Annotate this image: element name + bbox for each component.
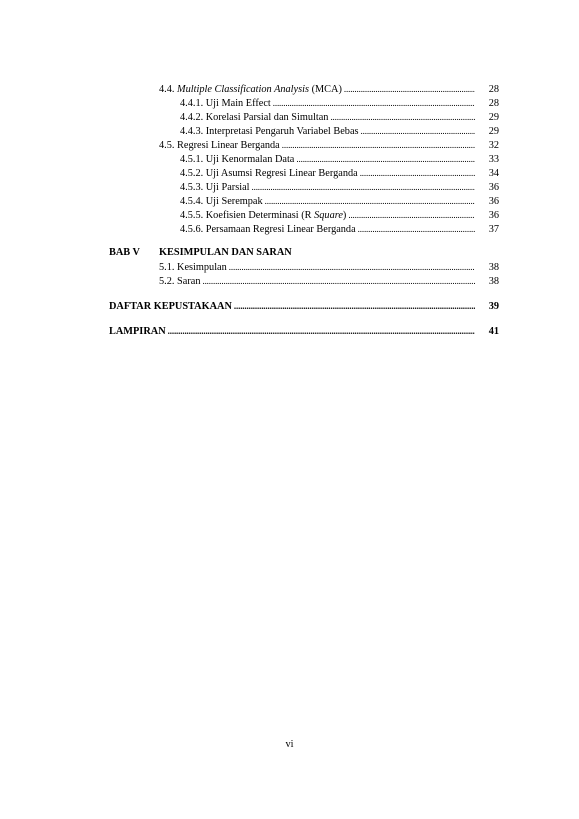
- dot-leader: [229, 260, 475, 275]
- dot-leader: [296, 152, 475, 167]
- dot-leader: [265, 194, 475, 209]
- toc-entry-text: DAFTAR KEPUSTAKAAN: [109, 301, 232, 312]
- toc-page-number: 28: [488, 98, 499, 109]
- toc-entry-text: 4.4.2. Korelasi Parsial dan Simultan: [180, 112, 329, 123]
- toc-entry-4-5-1: [180, 152, 499, 166]
- toc-entry-text: 4.5.2. Uji Asumsi Regresi Linear Berganda: [180, 168, 358, 179]
- toc-entry-4-4-2: [180, 110, 499, 124]
- dot-leader: [252, 180, 476, 195]
- toc-page-number: 29: [488, 112, 499, 123]
- toc-entry-text: 5.2. Saran: [159, 276, 201, 287]
- toc-entry-4-5: [159, 138, 499, 152]
- toc-page-number: 36: [488, 196, 499, 207]
- toc-entry-4-5-3: [180, 180, 499, 194]
- toc-page-number: 41: [488, 326, 499, 337]
- toc-entry-daftar-kepustakaan: [109, 299, 499, 313]
- toc-entry-4-5-5: [180, 208, 499, 222]
- dot-leader: [361, 124, 475, 139]
- toc-page-number: 38: [488, 262, 499, 273]
- dot-leader: [344, 82, 475, 97]
- toc-page-number: 32: [488, 140, 499, 151]
- toc-page-number: 38: [488, 276, 499, 287]
- toc-entry-4-4: [159, 82, 499, 96]
- toc-entry-4-5-2: [180, 166, 499, 180]
- dot-leader: [282, 138, 475, 153]
- toc-entry-lampiran: [109, 324, 499, 338]
- toc-entry-5-2: [159, 274, 499, 288]
- toc-entry-text: 4.5.5. Koefisien Determinasi (R Square): [180, 210, 347, 221]
- dot-leader: [358, 222, 475, 237]
- toc-entry-4-5-4: [180, 194, 499, 208]
- dot-leader: [348, 208, 475, 223]
- toc-entry-text: LAMPIRAN: [109, 326, 166, 337]
- toc-page-number: 36: [488, 182, 499, 193]
- toc-entry-text: 5.1. Kesimpulan: [159, 262, 227, 273]
- toc-page-number: 37: [488, 224, 499, 235]
- toc-page-number: 28: [488, 84, 499, 95]
- toc-page-number: 36: [488, 210, 499, 221]
- toc-entry-4-4-1: [180, 96, 499, 110]
- toc-entry-text: 4.4. Multiple Classification Analysis (MCA): [159, 84, 342, 95]
- toc-page-number: 29: [488, 126, 499, 137]
- toc-entry-text: 4.4.3. Interpretasi Pengaruh Variabel Bebas: [180, 126, 359, 137]
- dot-leader: [273, 96, 475, 111]
- toc-entry-text: 4.5.4. Uji Serempak: [180, 196, 263, 207]
- dot-leader: [234, 299, 475, 314]
- chapter-label: BAB V: [109, 247, 140, 258]
- toc-entry-4-5-6: [180, 222, 499, 236]
- chapter-title: KESIMPULAN DAN SARAN: [159, 247, 292, 258]
- toc-entry-text: 4.5.6. Persamaan Regresi Linear Berganda: [180, 224, 356, 235]
- toc-page-number: 34: [488, 168, 499, 179]
- toc-entry-text: 4.5.3. Uji Parsial: [180, 182, 250, 193]
- dot-leader: [330, 110, 475, 125]
- toc-entry-5-1: [159, 260, 499, 274]
- toc-entry-text: 4.5.1. Uji Kenormalan Data: [180, 154, 295, 165]
- toc-page-number: 39: [488, 301, 499, 312]
- toc-page-number: 33: [488, 154, 499, 165]
- toc-entry-text: 4.5. Regresi Linear Berganda: [159, 140, 280, 151]
- dot-leader: [202, 274, 475, 289]
- toc-entry-text: 4.4.1. Uji Main Effect: [180, 98, 271, 109]
- dot-leader: [360, 166, 475, 181]
- toc-entry-4-4-3: [180, 124, 499, 138]
- page-number: vi: [285, 739, 294, 750]
- dot-leader: [168, 324, 475, 339]
